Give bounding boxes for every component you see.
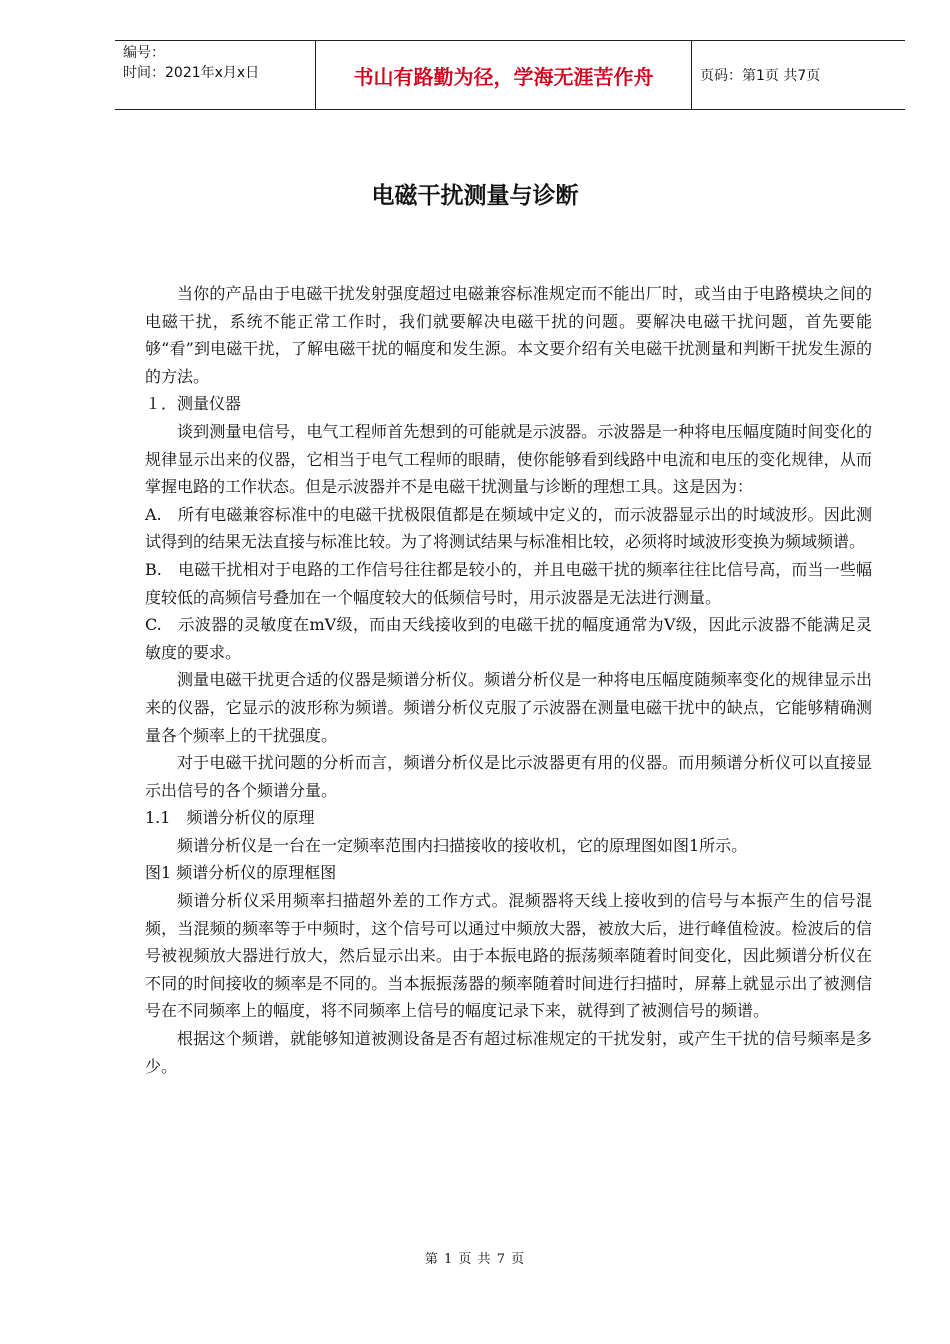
document-body: [145, 280, 872, 1080]
paragraph: 频谱分析仪是一台在一定频率范围内扫描接收的接收机，它的原理图如图1所示。: [177, 835, 748, 855]
paragraph: 根据这个频谱，就能够知道被测设备是否有超过标准规定的干扰发射，或产生干扰的信号频率是多少。: [145, 1029, 872, 1076]
page-header: [115, 40, 905, 110]
subsection-heading: 1.1 频谱分析仪的原理: [145, 808, 315, 828]
header-motto: 书山有路勤为径，学海无涯苦作舟: [353, 64, 654, 89]
paragraph: 测量电磁干扰更合适的仪器是频谱分析仪。频谱分析仪是一种将电压幅度随频率变化的规律显示出来的仪器，它显示的波形称为频谱。频谱分析仪克服了示波器在测量电磁干扰中的缺点，它能够精确测量各个频率上的干扰强度。: [145, 670, 872, 745]
header-page-info: 页码：第1页 共7页: [700, 68, 821, 84]
figure-caption: 图1 频谱分析仪的原理框图: [145, 863, 337, 883]
time-label: 时间：2021年x月x日: [123, 65, 260, 81]
list-item: C. 示波器的灵敏度在mV级，而由天线接收到的电磁干扰的幅度通常为V级，因此示波器不能满足灵敏度的要求。: [145, 615, 872, 662]
header-motto-cell: [315, 41, 692, 109]
section-heading: １．测量仪器: [145, 394, 242, 414]
paragraph: 频谱分析仪采用频率扫描超外差的工作方式。混频器将天线上接收到的信号与本振产生的信号混频，当混频的频率等于中频时，这个信号可以通过中频放大器，被放大后，进行峰值检波。检波后的信号被视频放大器进行放大，然后显示出来。由于本振电路的振荡频率随着时间变化，因此频谱分析仪在不同的时间接收的频率是不同的。当本振振荡器的频率随着时间进行扫描时，屏幕上就显示出了被测信号在不同频率上的幅度，将不同频率上信号的幅度记录下来，就得到了被测信号的频谱。: [145, 891, 872, 1021]
number-label: 编号：: [123, 45, 165, 61]
paragraph: 谈到测量电信号，电气工程师首先想到的可能就是示波器。示波器是一种将电压幅度随时间变化的规律显示出来的仪器，它相当于电气工程师的眼睛，使你能够看到线路中电流和电压的变化规律，从而掌握电路的工作状态。但是示波器并不是电磁干扰测量与诊断的理想工具。这是因为：: [145, 421, 872, 497]
document-title: 电磁干扰测量与诊断: [371, 183, 579, 209]
list-item: B. 电磁干扰相对于电路的工作信号往往都是较小的，并且电磁干扰的频率往往比信号高，而当一些幅度较低的高频信号叠加在一个幅度较大的低频信号时，用示波器是无法进行测量。: [145, 559, 872, 607]
header-meta: [115, 41, 315, 109]
list-item: A. 所有电磁兼容标准中的电磁干扰极限值都是在频域中定义的，而示波器显示出的时域波形。因此测试得到的结果无法直接与标准比较。为了将测试结果与标准相比较，必须将时域波形变换为频域频谱。: [145, 504, 872, 552]
paragraph: 对于电磁干扰问题的分析而言，频谱分析仪是比示波器更有用的仪器。而用频谱分析仪可以直接显示出信号的各个频谱分量。: [145, 753, 872, 800]
page-footer: 第 1 页 共 7 页: [424, 1252, 526, 1267]
paragraph: 当你的产品由于电磁干扰发射强度超过电磁兼容标准规定而不能出厂时，或当由于电路模块之间的电磁干扰，系统不能正常工作时，我们就要解决电磁干扰的问题。要解决电磁干扰问题，首先要能够“看”到电磁干扰，了解电磁干扰的幅度和发生源。本文要介绍有关电磁干扰测量和判断干扰发生源的的方法。: [145, 284, 872, 386]
